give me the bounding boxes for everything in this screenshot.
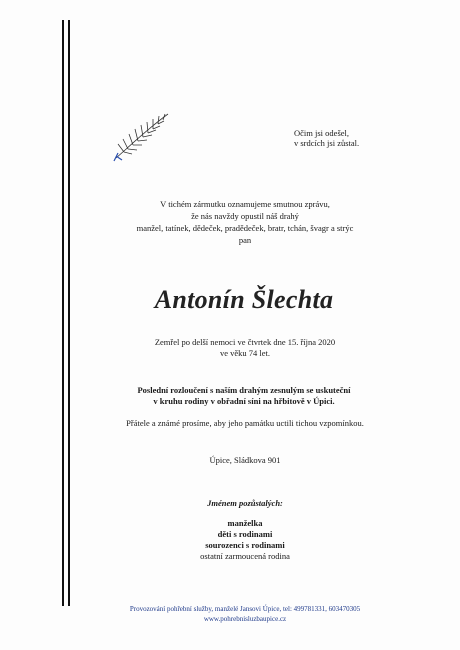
motto-line: v srdcích jsi zůstal. bbox=[294, 138, 360, 148]
mourner-item: manželka bbox=[227, 518, 263, 528]
death-details bbox=[0, 337, 460, 359]
intro-line: manžel, tatínek, dědeček, pradědeček, bratr, tchán, švagr a strýc bbox=[136, 223, 354, 233]
announcement-intro bbox=[0, 198, 460, 246]
on-behalf-heading: Jménem pozůstalých: bbox=[207, 498, 283, 508]
family-address: Úpice, Sládkova 901 bbox=[209, 455, 281, 465]
intro-line: V tichém zármutku oznamujeme smutnou zprávu, bbox=[160, 199, 330, 209]
intro-line: že nás navždy opustil náš drahý bbox=[191, 211, 299, 221]
mourners-list bbox=[0, 518, 460, 562]
farewell-line: Poslední rozloučení s naším drahým zesnulým se uskuteční bbox=[137, 385, 351, 395]
footer-website: www.pohrebnisluzbaupice.cz bbox=[203, 615, 287, 623]
palm-branch-icon bbox=[110, 106, 174, 164]
deceased-name: Antonín Šlechta bbox=[154, 285, 334, 314]
intro-line: pan bbox=[238, 235, 252, 245]
mourner-item: děti s rodinami bbox=[217, 529, 273, 539]
farewell-line: v kruhu rodiny v obřadní síni na hřbitově v Úpici. bbox=[153, 396, 335, 406]
mourner-item: sourozenci s rodinami bbox=[205, 540, 285, 550]
death-line: Zemřel po delší nemoci ve čtvrtek dne 15. října 2020 bbox=[154, 337, 336, 347]
friends-request: Přátele a známé prosíme, aby jeho památku uctili tichou vzpomínkou. bbox=[126, 418, 364, 428]
motto bbox=[294, 128, 359, 148]
funeral-service-footer bbox=[0, 604, 460, 624]
death-line: ve věku 74 let. bbox=[219, 348, 271, 358]
footer-contact: Provozování pohřební služby, manželé Jansovi Úpice, tel: 499781331, 603470305 bbox=[129, 605, 361, 613]
motto-line: Očim jsi odešel, bbox=[294, 128, 350, 138]
mourner-item: ostatní zarmoucená rodina bbox=[200, 551, 290, 561]
farewell-notice bbox=[0, 385, 460, 407]
